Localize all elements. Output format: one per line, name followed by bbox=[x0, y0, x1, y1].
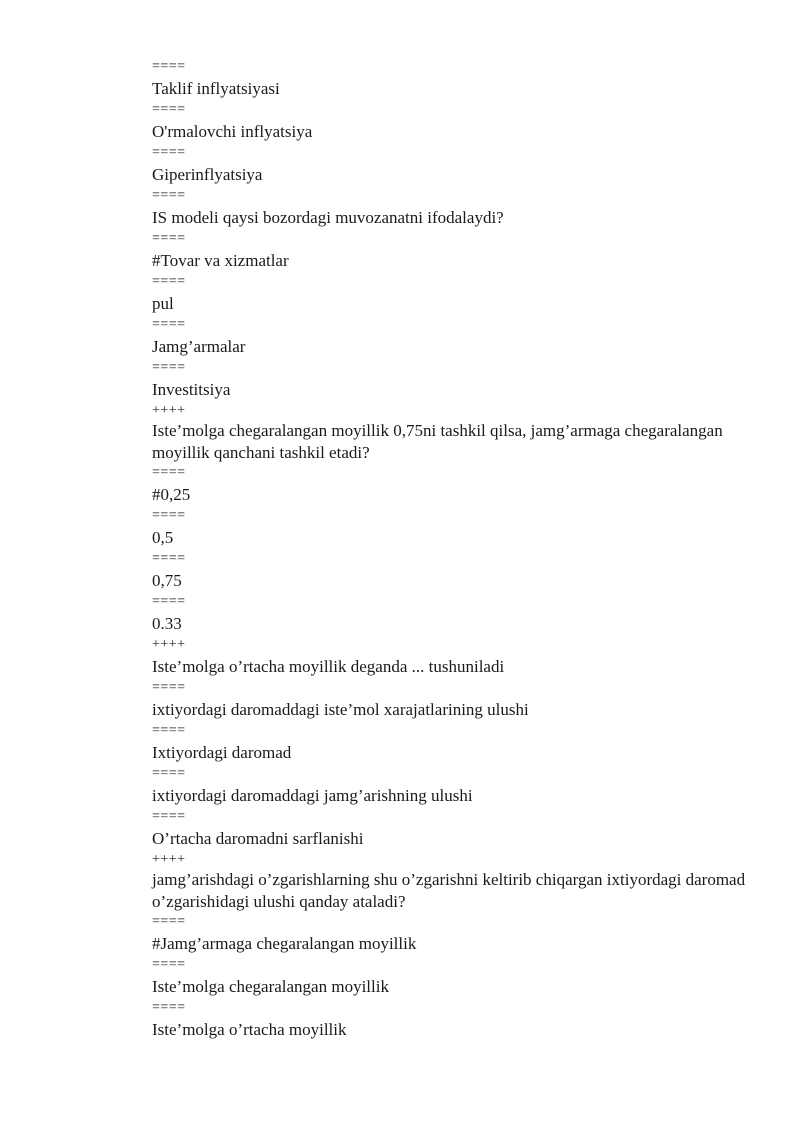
document-page bbox=[152, 58, 772, 1042]
text-line: Iste’molga chegaralangan moyillik 0,75ni tashkil qilsa, jamg’armaga chegaralangan moyillik qanchani tashkil etadi? bbox=[152, 421, 723, 462]
text-line: IS modeli qaysi bozordagi muvozanatni ifodalaydi? bbox=[152, 208, 504, 227]
answer-separator: ==== bbox=[152, 274, 186, 289]
answer-separator: ==== bbox=[152, 551, 186, 566]
answer-separator: ==== bbox=[152, 723, 186, 738]
text-line: O’rtacha daromadni sarflanishi bbox=[152, 829, 364, 848]
text-line: Giperinflyatsiya bbox=[152, 165, 263, 184]
correct-answer-line: #0,25 bbox=[152, 485, 191, 504]
answer-separator: ==== bbox=[152, 809, 186, 824]
correct-answer-line: #Jamg’armaga chegaralangan moyillik bbox=[152, 934, 417, 953]
question-separator: ++++ bbox=[152, 852, 186, 867]
text-line: Iste’molga o’rtacha moyillik deganda ... tushuniladi bbox=[152, 657, 505, 676]
text-line: 0,5 bbox=[152, 528, 174, 547]
answer-separator: ==== bbox=[152, 360, 186, 375]
answer-separator: ==== bbox=[152, 680, 186, 695]
answer-separator: ==== bbox=[152, 594, 186, 609]
answer-separator: ==== bbox=[152, 188, 186, 203]
answer-separator: ==== bbox=[152, 1000, 186, 1015]
text-line: O'rmalovchi inflyatsiya bbox=[152, 122, 313, 141]
text-line: Ixtiyordagi daromad bbox=[152, 743, 292, 762]
text-line: Jamg’armalar bbox=[152, 337, 246, 356]
text-line: ixtiyordagi daromaddagi jamg’arishning ulushi bbox=[152, 786, 473, 805]
text-line: 0,75 bbox=[152, 571, 182, 590]
text-line: Taklif inflyatsiyasi bbox=[152, 79, 280, 98]
answer-separator: ==== bbox=[152, 465, 186, 480]
question-separator: ++++ bbox=[152, 637, 186, 652]
answer-separator: ==== bbox=[152, 102, 186, 117]
answer-separator: ==== bbox=[152, 914, 186, 929]
answer-separator: ==== bbox=[152, 508, 186, 523]
text-line: 0.33 bbox=[152, 614, 182, 633]
answer-separator: ==== bbox=[152, 766, 186, 781]
answer-separator: ==== bbox=[152, 231, 186, 246]
text-line: Investitsiya bbox=[152, 380, 231, 399]
text-line: Iste’molga chegaralangan moyillik bbox=[152, 977, 389, 996]
test-question-list bbox=[152, 58, 772, 1042]
correct-answer-line: #Tovar va xizmatlar bbox=[152, 251, 289, 270]
text-line: jamg’arishdagi o’zgarishlarning shu o’zgarishni keltirib chiqargan ixtiyordagi daromad o’zgarishidagi ulushi qanday ataladi? bbox=[152, 870, 746, 911]
question-separator: ++++ bbox=[152, 403, 186, 418]
answer-separator: ==== bbox=[152, 317, 186, 332]
text-line: ixtiyordagi daromaddagi iste’mol xarajatlarining ulushi bbox=[152, 700, 529, 719]
answer-separator: ==== bbox=[152, 957, 186, 972]
text-line: Iste’molga o’rtacha moyillik bbox=[152, 1020, 347, 1039]
answer-separator: ==== bbox=[152, 145, 186, 160]
answer-separator: ==== bbox=[152, 59, 186, 74]
text-line: pul bbox=[152, 294, 174, 313]
